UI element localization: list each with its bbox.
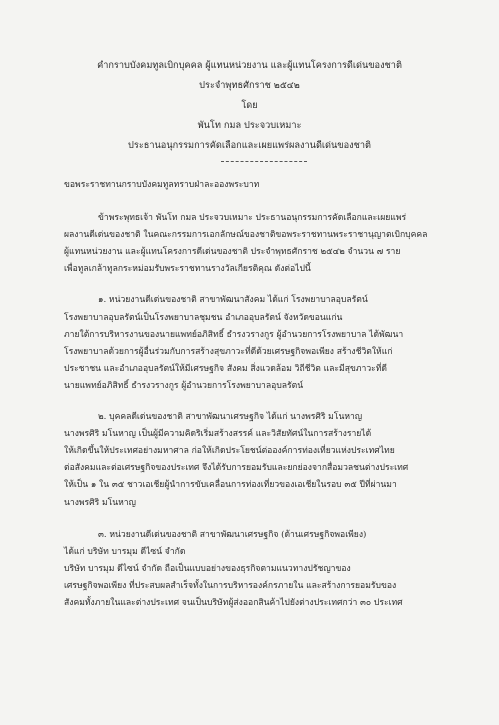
header-divider (221, 161, 307, 162)
item-2-text-line: ต่อสังคมและต่อเศรษฐกิจของประเทศ จึงได้รับการยอมรับและยกย่องจากสื่อมวลชนต่างประเทศ (64, 463, 409, 473)
intro-line: เพื่อทูลเกล้าทูลกระหม่อมรับพระราชทานรางวัลเกียรติคุณ ดังต่อไปนี้ (64, 264, 311, 274)
item-1-heading: ๑. หน่วยงานดีเด่นของชาติ สาขาพัฒนาสังคม ได้แก่ โรงพยาบาลอุบลรัตน์ (98, 295, 368, 305)
item-1-text-line: ประชาชน และอำเภออุบลรัตน์ให้มีเศรษฐกิจ สังคม สิ่งแวดล้อม วิถีชีวิต และมีสุขภาวะที่ดี (64, 364, 387, 374)
salutation: ขอพระราชทานกราบบังคมทูลทราบฝ่าละอองพระบาท (64, 180, 260, 190)
header-title-line: คำกราบบังคมทูลเบิกบุคคล ผู้แทนหน่วยงาน และผู้แทนโครงการดีเด่นของชาติ (97, 60, 402, 71)
item-3-presentee: ได้แก่ บริษัท บารมุม ดีไซน์ จำกัด (64, 547, 186, 557)
item-1-presentee: นายแพทย์อภิสิทธิ์ ธำรงวรางกูร ผู้อำนวยการโรงพยาบาลอุบลรัตน์ (64, 381, 304, 391)
item-3-heading: ๓. หน่วยงานดีเด่นของชาติ สาขาพัฒนาเศรษฐกิจ (ด้านเศรษฐกิจพอเพียง) (98, 530, 367, 540)
item-3-text-line: บริษัท บารมุม ดีไซน์ จำกัด ถือเป็นแบบอย่างของธุรกิจตามแนวทางปรัชญาของ (64, 564, 351, 574)
item-2-heading: ๒. บุคคลดีเด่นของชาติ สาขาพัฒนาเศรษฐกิจ ได้แก่ นางพรศิริ มโนหาญ (98, 412, 363, 422)
header-year-line: ประจำพุทธศักราช ๒๕๔๒ (199, 80, 300, 91)
header-presenter-name: พันโท กมล ประจวบเหมาะ (197, 120, 302, 131)
header-by-line: โดย (241, 100, 258, 111)
item-1-text-line: โรงพยาบาลอุบลรัตน์เป็นโรงพยาบาลชุมชน อำเภออุบลรัตน์ จังหวัดขอนแก่น (64, 313, 343, 323)
item-2-text-line: ให้เป็น ๑ ใน ๓๕ ชาวเอเชียผู้นำการขับเคลื่อนการท่องเที่ยวของเอเชียในรอบ ๓๕ ปีที่ผ่านมา (64, 480, 397, 490)
item-1-text-line: โรงพยาบาลด้วยการผู้อื่นร่วมกับการสร้างสุขภาวะที่ดีด้วยเศรษฐกิจพอเพียง สร้างชีวิตให้แก่ (64, 347, 393, 357)
intro-line: ข้าพระพุทธเจ้า พันโท กมล ประจวบเหมาะ ประธานอนุกรรมการคัดเลือกและเผยแพร่ (98, 213, 407, 223)
item-2-presentee: นางพรศิริ มโนหาญ (64, 498, 136, 508)
item-2-text-line: นางพรศิริ มโนหาญ เป็นผู้มีความคิดริเริ่มสร้างสรรค์ และวิสัยทัศน์ในการสร้างรายได้ (64, 429, 372, 439)
item-1-text-line: ภายใต้การบริหารงานของนายแพทย์อภิสิทธิ์ ธำรงวรางกูร ผู้อำนวยการโรงพยาบาล ได้พัฒนา (64, 330, 404, 340)
item-2-text-line: ให้เกิดขึ้นให้ประเทศอย่างมหาศาล ก่อให้เกิดประโยชน์ต่อองค์การท่องเที่ยวแห่งประเทศไทย (64, 446, 395, 456)
intro-line: ผู้แทนหน่วยงาน และผู้แทนโครงการดีเด่นของชาติ ประจำพุทธศักราช ๒๕๔๒ จำนวน ๗ ราย (64, 247, 401, 257)
item-3-text-line: เศรษฐกิจพอเพียง ที่ประสบผลสำเร็จทั้งในการบริหารองค์กรภายใน และสร้างการยอมรับของ (64, 581, 397, 591)
intro-line: ผลงานดีเด่นของชาติ ในคณะกรรมการเอกลักษณ์ของชาติขอพระราชทานพระราชานุญาตเบิกบุคคล (64, 230, 428, 240)
header-presenter-position: ประธานอนุกรรมการคัดเลือกและเผยแพร่ผลงานดีเด่นของชาติ (128, 140, 371, 151)
item-3-text-line: สังคมทั้งภายในและต่างประเทศ จนเป็นบริษัทผู้ส่งออกสินค้าไปยังต่างประเทศกว่า ๓๐ ประเทศ (64, 598, 403, 608)
